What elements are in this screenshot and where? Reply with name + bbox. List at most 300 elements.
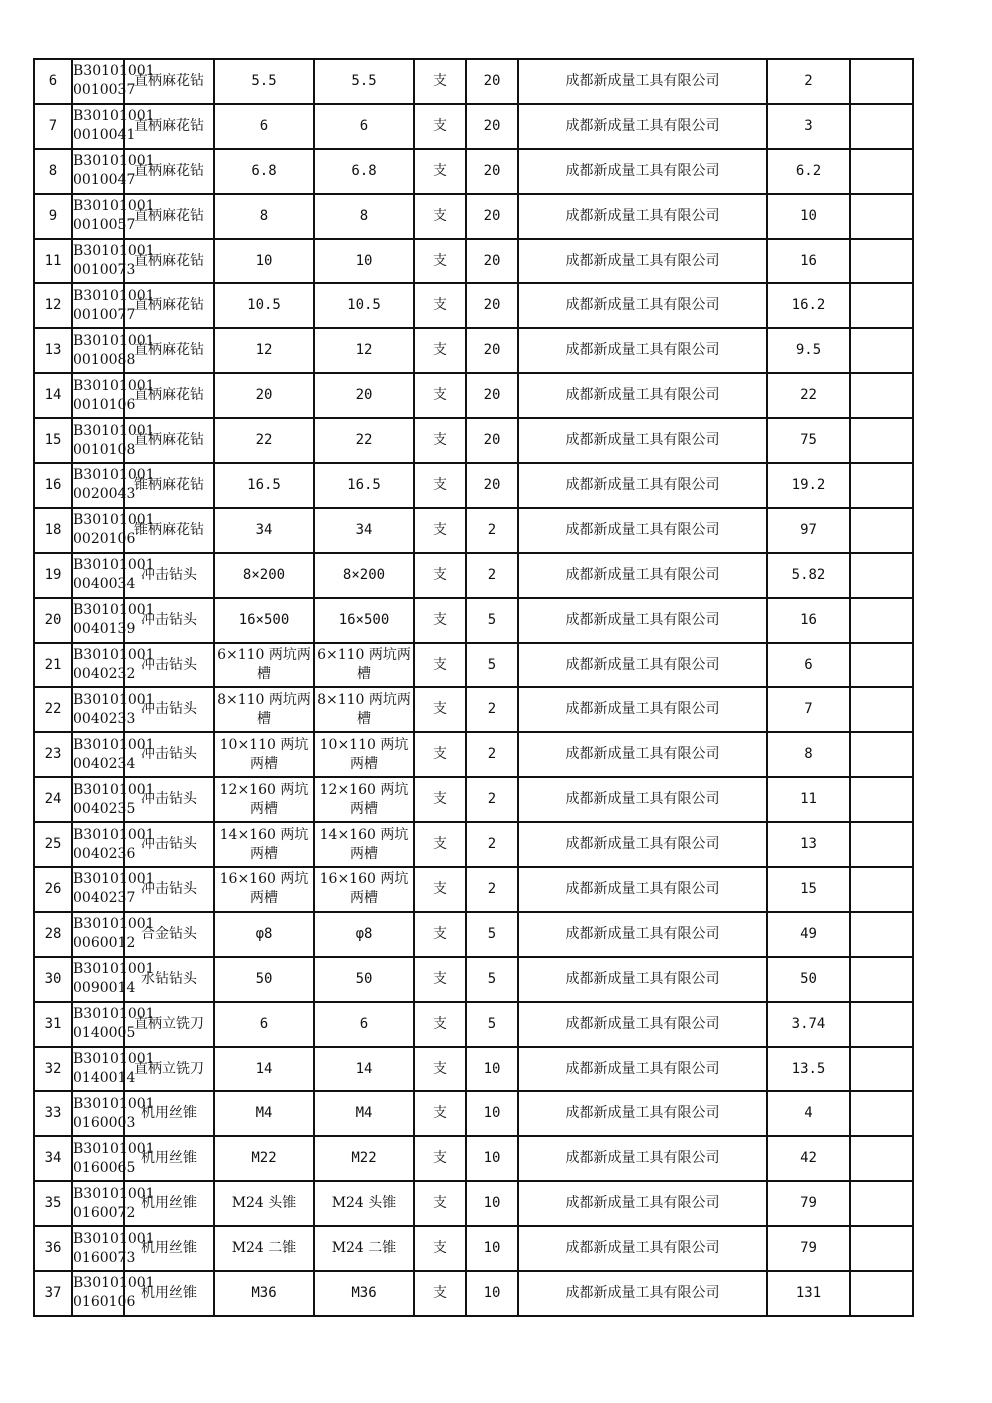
unit-cell: 支 [414,598,466,643]
material-code-cell [72,194,155,239]
table-row [34,283,913,328]
material-code-cell [72,732,155,777]
spec-cell: 12×160 两坑两槽 [214,777,314,822]
item-name-cell: 机用丝锥 [124,1181,214,1226]
unit-cell: 支 [414,643,466,688]
material-code-line-1: B30101001 [73,1140,155,1157]
material-code-line-2: 0040232 [73,666,136,683]
spec-cell: 8×110 两坑两槽 [214,687,314,732]
supplier-cell: 成都新成量工具有限公司 [518,643,767,688]
price-list-table [33,58,914,1317]
material-code-cell [72,1002,155,1047]
unit-cell: 支 [414,508,466,553]
model-cell: 12 [314,328,414,373]
material-code-line-2: 0160106 [73,1294,136,1311]
material-code-line-2: 0010108 [73,441,136,458]
supplier-cell: 成都新成量工具有限公司 [518,508,767,553]
table-row [34,598,913,643]
table-row [34,104,913,149]
quantity-cell: 2 [466,553,518,598]
row-index-cell: 9 [34,194,72,239]
supplier-cell: 成都新成量工具有限公司 [518,1047,767,1092]
model-cell: 14×160 两坑两槽 [314,822,414,867]
quantity-cell: 20 [466,418,518,463]
quantity-cell: 20 [466,194,518,239]
model-cell: 16.5 [314,463,414,508]
material-code-line-2: 0010106 [73,396,136,413]
table-row [34,194,913,239]
item-name-cell: 直柄麻花钻 [124,328,214,373]
material-code-line-2: 0040139 [73,621,136,638]
remark-cell [850,373,913,418]
model-cell: 16×160 两坑两槽 [314,867,414,912]
table-row [34,1181,913,1226]
row-index-cell: 32 [34,1047,72,1092]
material-code-line-2: 0010077 [73,306,136,323]
quantity-cell: 10 [466,1136,518,1181]
unit-cell: 支 [414,957,466,1002]
row-index-cell: 30 [34,957,72,1002]
row-index-cell: 34 [34,1136,72,1181]
material-code-line-2: 0010057 [73,217,136,234]
unit-price-cell: 16.2 [767,283,850,328]
unit-cell: 支 [414,463,466,508]
material-code-line-2: 0010037 [73,82,136,99]
model-cell: 16×500 [314,598,414,643]
supplier-cell: 成都新成量工具有限公司 [518,732,767,777]
model-cell: 6×110 两坑两槽 [314,643,414,688]
material-code-line-1: B30101001 [73,287,155,304]
remark-cell [850,194,913,239]
model-cell: 10×110 两坑两槽 [314,732,414,777]
quantity-cell: 2 [466,822,518,867]
unit-cell: 支 [414,553,466,598]
spec-cell: 12 [214,328,314,373]
model-cell: 8×200 [314,553,414,598]
spec-cell: M24 头锥 [214,1181,314,1226]
row-index-cell: 6 [34,59,72,104]
table-row [34,373,913,418]
material-code-line-1: B30101001 [73,1006,155,1023]
table-row [34,777,913,822]
unit-cell: 支 [414,239,466,284]
unit-price-cell: 50 [767,957,850,1002]
unit-price-cell: 15 [767,867,850,912]
unit-price-cell: 13 [767,822,850,867]
quantity-cell: 2 [466,687,518,732]
supplier-cell: 成都新成量工具有限公司 [518,1226,767,1271]
unit-price-cell: 131 [767,1271,850,1316]
table-row [34,1271,913,1316]
quantity-cell: 20 [466,463,518,508]
spec-cell: 16×500 [214,598,314,643]
item-name-cell: 机用丝锥 [124,1091,214,1136]
row-index-cell: 37 [34,1271,72,1316]
spec-cell: M22 [214,1136,314,1181]
model-cell: 22 [314,418,414,463]
supplier-cell: 成都新成量工具有限公司 [518,912,767,957]
quantity-cell: 20 [466,59,518,104]
remark-cell [850,104,913,149]
material-code-line-2: 0140005 [73,1025,136,1042]
item-name-cell: 直柄立铣刀 [124,1047,214,1092]
material-code-line-1: B30101001 [73,557,155,574]
material-code-cell [72,1136,155,1181]
supplier-cell: 成都新成量工具有限公司 [518,1002,767,1047]
supplier-cell: 成都新成量工具有限公司 [518,867,767,912]
item-name-cell: 冲击钻头 [124,598,214,643]
supplier-cell: 成都新成量工具有限公司 [518,328,767,373]
material-code-line-1: B30101001 [73,467,155,484]
spec-cell: 6.8 [214,149,314,194]
table-row [34,239,913,284]
unit-price-cell: 2 [767,59,850,104]
unit-price-cell: 6 [767,643,850,688]
table-row [34,957,913,1002]
unit-price-cell: 5.82 [767,553,850,598]
material-code-cell [72,1271,155,1316]
material-code-line-2: 0140014 [73,1070,136,1087]
material-code-line-1: B30101001 [73,871,155,888]
spec-cell: 16.5 [214,463,314,508]
material-code-cell [72,822,155,867]
table-row [34,149,913,194]
item-name-cell: 机用丝锥 [124,1136,214,1181]
unit-price-cell: 16 [767,239,850,284]
quantity-cell: 2 [466,867,518,912]
material-code-line-1: B30101001 [73,736,155,753]
item-name-cell: 冲击钻头 [124,777,214,822]
material-code-line-2: 0160003 [73,1114,136,1131]
quantity-cell: 5 [466,912,518,957]
remark-cell [850,1047,913,1092]
table-row [34,1002,913,1047]
material-code-line-2: 0010073 [73,262,136,278]
row-index-cell: 25 [34,822,72,867]
material-code-line-1: B30101001 [73,1051,155,1068]
table-row [34,643,913,688]
quantity-cell: 20 [466,239,518,284]
item-name-cell: 冲击钻头 [124,867,214,912]
unit-price-cell: 79 [767,1181,850,1226]
spec-cell: 22 [214,418,314,463]
material-code-cell [72,239,155,284]
remark-cell [850,822,913,867]
row-index-cell: 19 [34,553,72,598]
material-code-line-1: B30101001 [73,961,155,978]
unit-cell: 支 [414,1091,466,1136]
material-code-line-2: 0040235 [73,800,136,817]
spec-cell: M4 [214,1091,314,1136]
remark-cell [850,1002,913,1047]
model-cell: 10.5 [314,283,414,328]
model-cell: M36 [314,1271,414,1316]
material-code-cell [72,867,155,912]
unit-price-cell: 22 [767,373,850,418]
material-code-line-2: 0010041 [73,127,136,144]
unit-price-cell: 97 [767,508,850,553]
spec-cell: 50 [214,957,314,1002]
material-code-line-1: B30101001 [73,781,155,798]
model-cell: 34 [314,508,414,553]
row-index-cell: 26 [34,867,72,912]
material-code-cell [72,418,155,463]
spec-cell: 6 [214,1002,314,1047]
spec-cell: M36 [214,1271,314,1316]
row-index-cell: 16 [34,463,72,508]
table-row [34,59,913,104]
unit-cell: 支 [414,418,466,463]
material-code-line-1: B30101001 [73,153,155,170]
remark-cell [850,867,913,912]
unit-cell: 支 [414,1271,466,1316]
item-name-cell: 锥柄麻花钻 [124,508,214,553]
table-row [34,912,913,957]
remark-cell [850,1136,913,1181]
material-code-cell [72,777,155,822]
row-index-cell: 21 [34,643,72,688]
model-cell: 20 [314,373,414,418]
material-code-cell [72,912,155,957]
row-index-cell: 33 [34,1091,72,1136]
table-row [34,328,913,373]
model-cell: M24 二锥 [314,1226,414,1271]
quantity-cell: 10 [466,1047,518,1092]
unit-cell: 支 [414,732,466,777]
spec-cell: 20 [214,373,314,418]
unit-cell: 支 [414,822,466,867]
material-code-line-1: B30101001 [73,1095,155,1112]
quantity-cell: 20 [466,104,518,149]
remark-cell [850,912,913,957]
material-code-line-1: B30101001 [73,198,155,215]
material-code-line-1: B30101001 [73,691,155,708]
material-code-line-2: 0010088 [73,351,136,368]
quantity-cell: 20 [466,283,518,328]
material-code-cell [72,643,155,688]
item-name-cell: 锥柄麻花钻 [124,463,214,508]
material-code-line-2: 0020043 [73,486,136,503]
model-cell: M4 [314,1091,414,1136]
row-index-cell: 22 [34,687,72,732]
remark-cell [850,508,913,553]
quantity-cell: 2 [466,777,518,822]
model-cell: 6 [314,104,414,149]
row-index-cell: 24 [34,777,72,822]
supplier-cell: 成都新成量工具有限公司 [518,283,767,328]
quantity-cell: 2 [466,732,518,777]
material-code-line-2: 0160073 [73,1249,136,1266]
item-name-cell: 冲击钻头 [124,687,214,732]
quantity-cell: 5 [466,1002,518,1047]
table-row [34,1136,913,1181]
supplier-cell: 成都新成量工具有限公司 [518,598,767,643]
model-cell: 6.8 [314,149,414,194]
table-row [34,418,913,463]
unit-price-cell: 16 [767,598,850,643]
spec-cell: 10×110 两坑两槽 [214,732,314,777]
material-code-line-1: B30101001 [73,826,155,843]
supplier-cell: 成都新成量工具有限公司 [518,1181,767,1226]
quantity-cell: 2 [466,508,518,553]
row-index-cell: 12 [34,283,72,328]
material-code-cell [72,1091,155,1136]
material-code-line-2: 0060012 [73,935,136,952]
model-cell: 8 [314,194,414,239]
remark-cell [850,732,913,777]
material-code-cell [72,373,155,418]
material-code-cell [72,1181,155,1226]
spec-cell: 14×160 两坑两槽 [214,822,314,867]
spec-cell: 5.5 [214,59,314,104]
table-row [34,1226,913,1271]
row-index-cell: 36 [34,1226,72,1271]
item-name-cell: 机用丝锥 [124,1226,214,1271]
unit-price-cell: 42 [767,1136,850,1181]
model-cell: 6 [314,1002,414,1047]
table-body [34,59,913,1316]
item-name-cell: 水钻钻头 [124,957,214,1002]
model-cell: 10 [314,239,414,284]
row-index-cell: 23 [34,732,72,777]
supplier-cell: 成都新成量工具有限公司 [518,239,767,284]
item-name-cell: 冲击钻头 [124,732,214,777]
row-index-cell: 20 [34,598,72,643]
unit-price-cell: 3 [767,104,850,149]
item-name-cell: 直柄麻花钻 [124,149,214,194]
table-row [34,463,913,508]
remark-cell [850,957,913,1002]
unit-price-cell: 4 [767,1091,850,1136]
quantity-cell: 5 [466,957,518,1002]
material-code-line-1: B30101001 [73,602,155,619]
unit-cell: 支 [414,1002,466,1047]
supplier-cell: 成都新成量工具有限公司 [518,373,767,418]
unit-price-cell: 11 [767,777,850,822]
row-index-cell: 7 [34,104,72,149]
remark-cell [850,553,913,598]
supplier-cell: 成都新成量工具有限公司 [518,1136,767,1181]
spec-cell: 6×110 两坑两槽 [214,643,314,688]
spec-cell: 16×160 两坑两槽 [214,867,314,912]
spec-cell: 14 [214,1047,314,1092]
quantity-cell: 10 [466,1226,518,1271]
spec-cell: φ8 [214,912,314,957]
spec-cell: M24 二锥 [214,1226,314,1271]
spec-cell: 10.5 [214,283,314,328]
remark-cell [850,328,913,373]
supplier-cell: 成都新成量工具有限公司 [518,194,767,239]
material-code-line-1: B30101001 [73,647,155,664]
material-code-cell [72,283,155,328]
item-name-cell: 直柄麻花钻 [124,239,214,284]
unit-cell: 支 [414,1047,466,1092]
unit-price-cell: 8 [767,732,850,777]
row-index-cell: 11 [34,239,72,284]
material-code-cell [72,957,155,1002]
material-code-line-1: B30101001 [73,1275,155,1292]
quantity-cell: 20 [466,149,518,194]
supplier-cell: 成都新成量工具有限公司 [518,418,767,463]
row-index-cell: 8 [34,149,72,194]
material-code-line-1: B30101001 [73,377,155,394]
quantity-cell: 10 [466,1271,518,1316]
supplier-cell: 成都新成量工具有限公司 [518,822,767,867]
unit-cell: 支 [414,687,466,732]
row-index-cell: 15 [34,418,72,463]
material-code-line-2: 0040236 [73,845,136,862]
quantity-cell: 20 [466,328,518,373]
unit-cell: 支 [414,194,466,239]
material-code-line-2: 0010047 [73,172,136,189]
quantity-cell: 20 [466,373,518,418]
remark-cell [850,239,913,284]
supplier-cell: 成都新成量工具有限公司 [518,59,767,104]
unit-price-cell: 7 [767,687,850,732]
supplier-cell: 成都新成量工具有限公司 [518,1271,767,1316]
row-index-cell: 31 [34,1002,72,1047]
material-code-line-2: 0040237 [73,890,136,907]
spec-cell: 6 [214,104,314,149]
remark-cell [850,643,913,688]
unit-cell: 支 [414,1226,466,1271]
material-code-cell [72,149,155,194]
item-name-cell: 直柄立铣刀 [124,1002,214,1047]
supplier-cell: 成都新成量工具有限公司 [518,149,767,194]
item-name-cell: 冲击钻头 [124,822,214,867]
supplier-cell: 成都新成量工具有限公司 [518,463,767,508]
remark-cell [850,149,913,194]
material-code-line-2: 0040234 [73,755,136,772]
model-cell: 14 [314,1047,414,1092]
model-cell: 50 [314,957,414,1002]
unit-cell: 支 [414,104,466,149]
unit-cell: 支 [414,59,466,104]
model-cell: 12×160 两坑两槽 [314,777,414,822]
spec-cell: 10 [214,239,314,284]
material-code-cell [72,553,155,598]
material-code-cell [72,59,155,104]
material-code-cell [72,328,155,373]
row-index-cell: 35 [34,1181,72,1226]
supplier-cell: 成都新成量工具有限公司 [518,687,767,732]
material-code-line-1: B30101001 [73,422,155,439]
spec-cell: 8 [214,194,314,239]
unit-cell: 支 [414,1181,466,1226]
item-name-cell: 直柄麻花钻 [124,418,214,463]
supplier-cell: 成都新成量工具有限公司 [518,553,767,598]
table-row [34,553,913,598]
unit-cell: 支 [414,912,466,957]
table-row [34,867,913,912]
item-name-cell: 直柄麻花钻 [124,373,214,418]
remark-cell [850,463,913,508]
table-row [34,1047,913,1092]
material-code-line-1: B30101001 [73,512,155,529]
spec-cell: 8×200 [214,553,314,598]
material-code-line-1: B30101001 [73,108,155,125]
unit-cell: 支 [414,777,466,822]
item-name-cell: 合金钻头 [124,912,214,957]
unit-cell: 支 [414,283,466,328]
unit-cell: 支 [414,1136,466,1181]
material-code-line-1: B30101001 [73,1185,155,1202]
quantity-cell: 10 [466,1181,518,1226]
model-cell: M22 [314,1136,414,1181]
row-index-cell: 13 [34,328,72,373]
material-code-cell [72,1047,155,1092]
item-name-cell: 直柄麻花钻 [124,104,214,149]
